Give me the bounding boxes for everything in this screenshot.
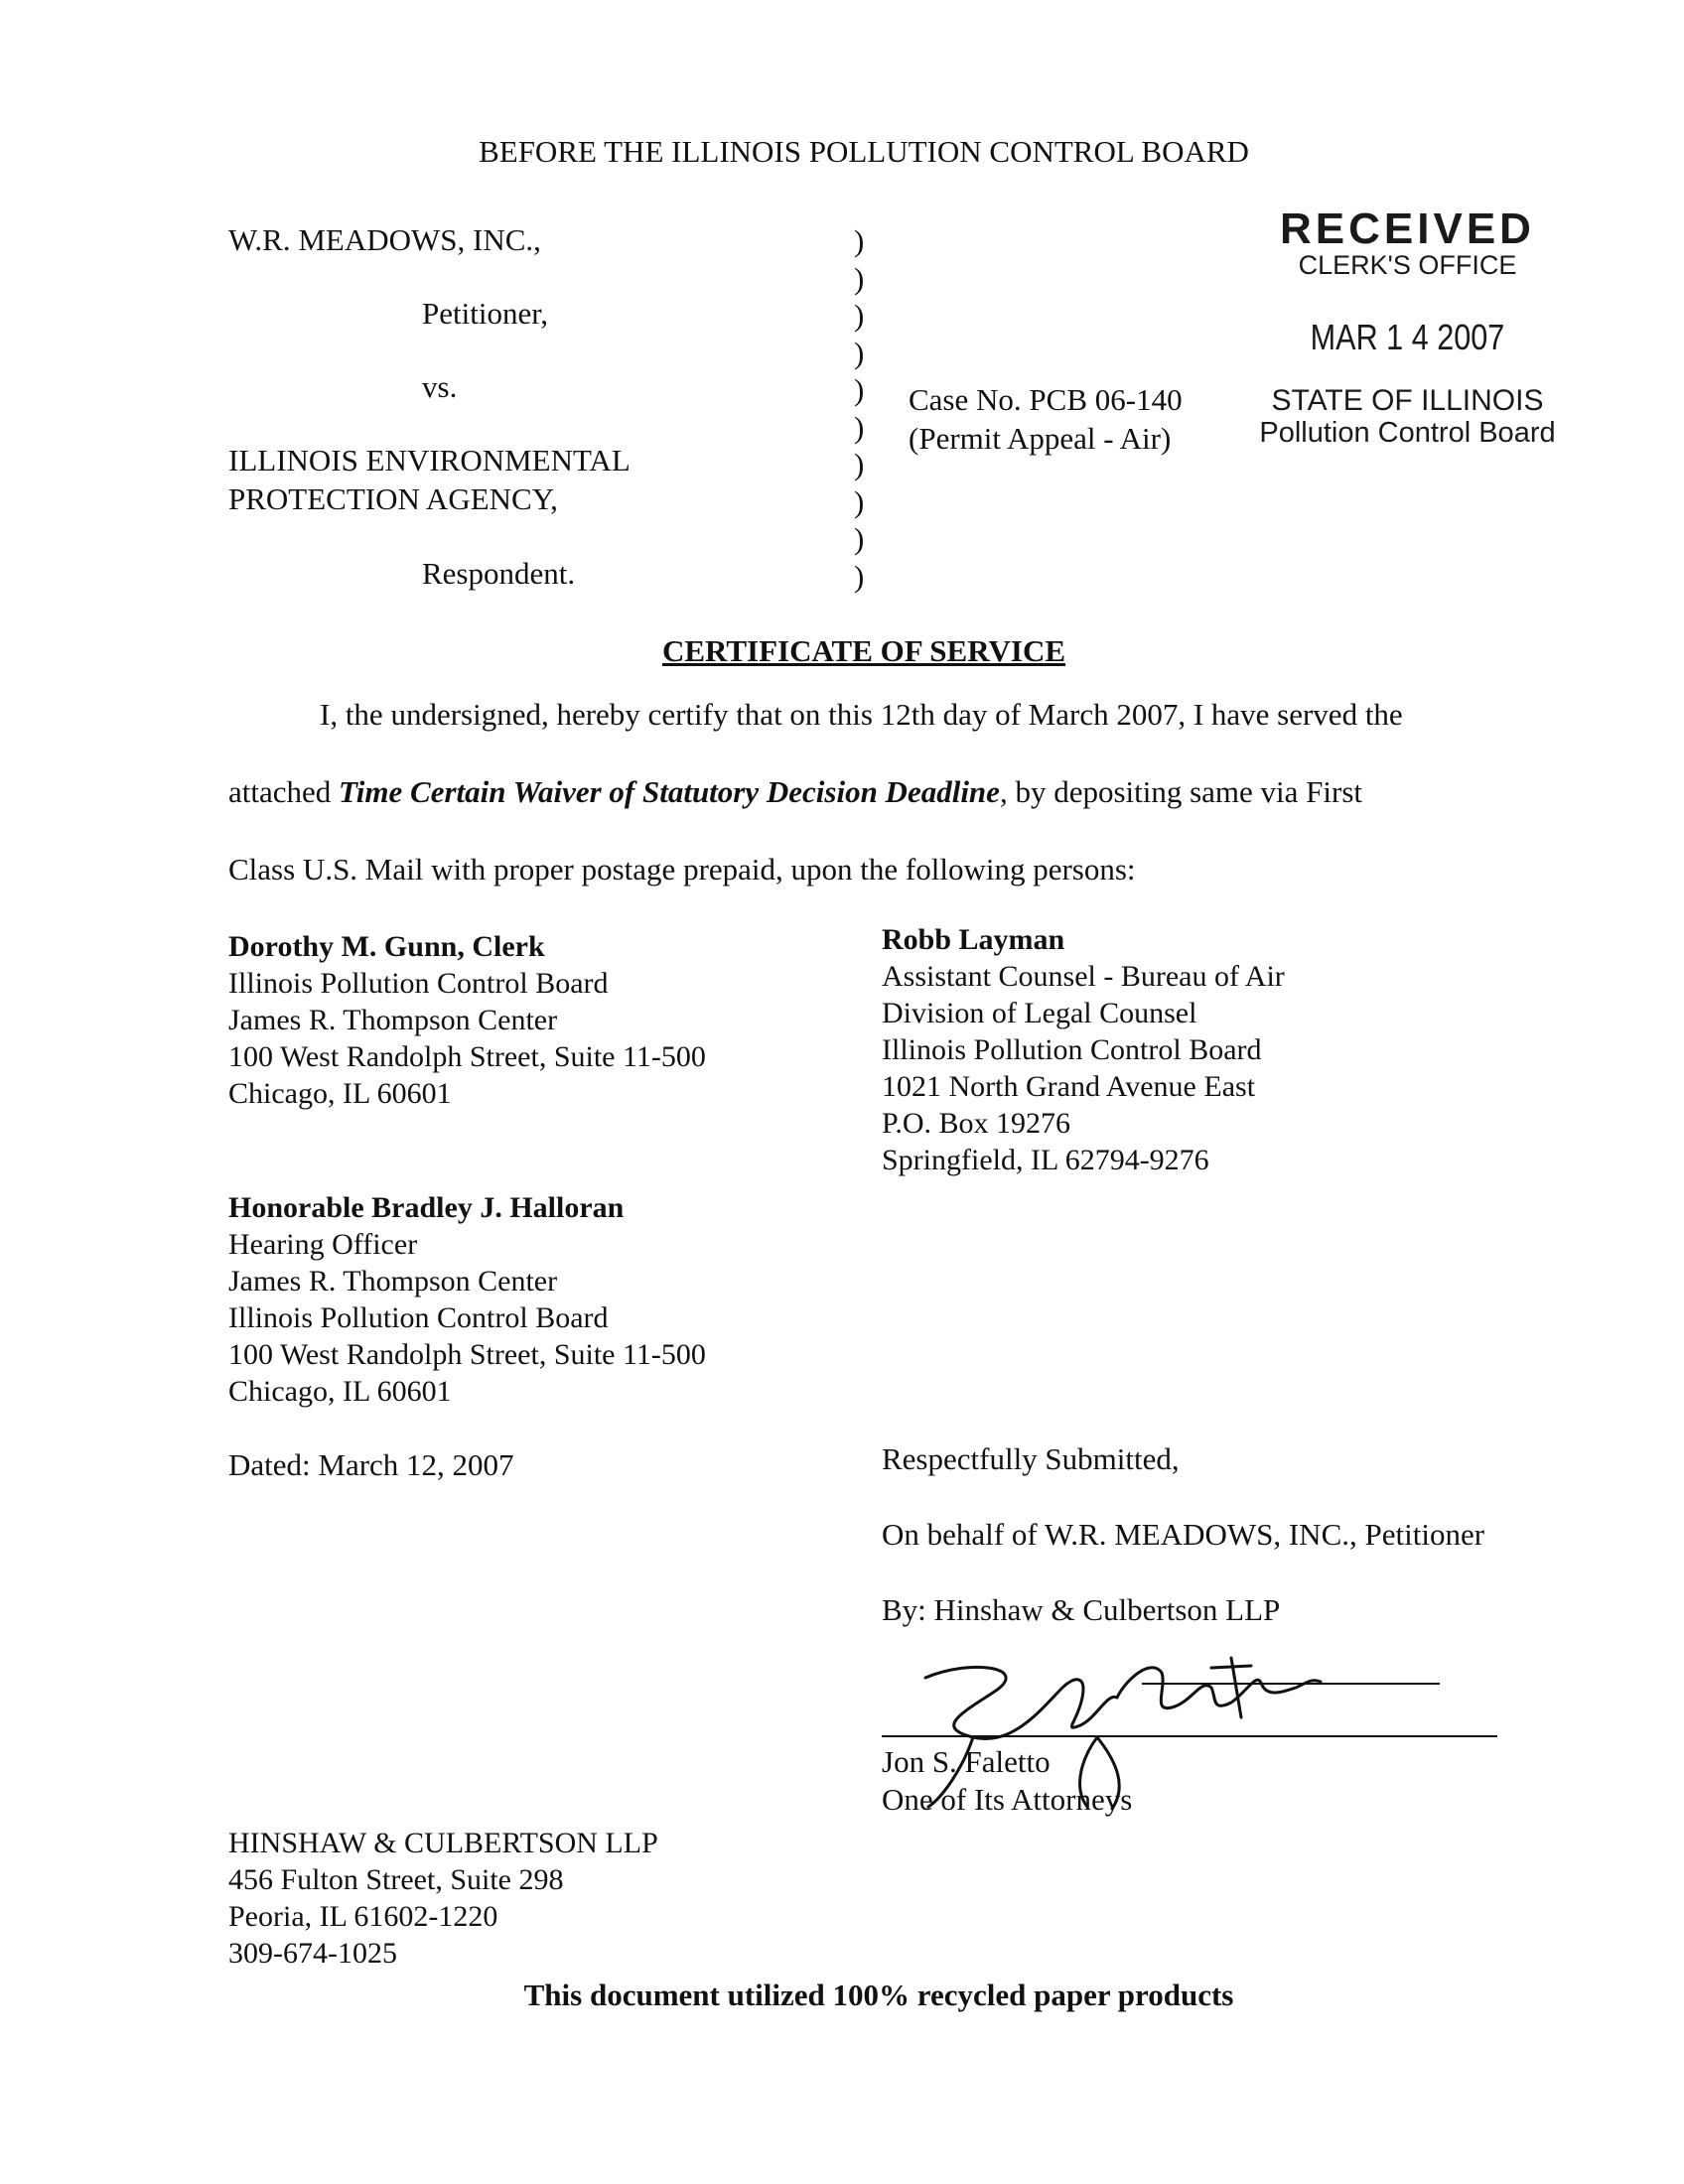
caption-paren: ) — [854, 409, 865, 445]
petitioner-role: Petitioner, — [422, 296, 549, 331]
address-line: P.O. Box 19276 — [882, 1107, 1071, 1140]
recipient-name: Robb Layman — [882, 923, 1065, 956]
firm-name: HINSHAW & CULBERTSON LLP — [228, 1827, 658, 1859]
recipient-name: Dorothy M. Gunn, Clerk — [228, 930, 545, 963]
stamp-office: CLERK'S OFFICE — [1298, 250, 1517, 280]
signer-name: Jon S. Faletto — [882, 1744, 1051, 1779]
respondent-name-line2: PROTECTION AGENCY, — [228, 481, 558, 516]
certificate-line-2 — [228, 774, 1362, 810]
caption-paren: ) — [854, 223, 865, 258]
court-heading: BEFORE THE ILLINOIS POLLUTION CONTROL BOARD — [479, 134, 1249, 169]
on-behalf-of: On behalf of W.R. MEADOWS, INC., Petitioner — [882, 1517, 1485, 1552]
recipient-name: Honorable Bradley J. Halloran — [228, 1191, 625, 1224]
caption-paren: ) — [854, 335, 865, 370]
recipient-layman — [882, 921, 1285, 1178]
caption-paren: ) — [854, 483, 865, 519]
signature-line — [882, 1735, 1497, 1737]
caption-paren: ) — [854, 447, 865, 481]
stamp-board: Pollution Control Board — [1259, 417, 1556, 449]
respondent-role: Respondent. — [422, 556, 576, 591]
certificate-title: CERTIFICATE OF SERVICE — [661, 633, 1066, 668]
caption-parentheses — [854, 222, 874, 595]
address-line: James R. Thompson Center — [228, 1004, 558, 1036]
stamp-state: STATE OF ILLINOIS — [1271, 384, 1544, 417]
firm-street: 456 Fulton Street, Suite 298 — [228, 1863, 564, 1896]
certificate-line-1: I, the undersigned, hereby certify that on this 12th day of March 2007, I have served the — [320, 697, 1403, 732]
firm-address-block — [228, 1825, 658, 1972]
address-line: Springfield, IL 62794-9276 — [882, 1144, 1209, 1176]
certificate-line-3: Class U.S. Mail with proper postage prepaid, upon the following persons: — [228, 852, 1136, 887]
case-type: (Permit Appeal - Air) — [909, 421, 1172, 456]
address-line: Chicago, IL 60601 — [228, 1375, 452, 1408]
address-line: 100 West Randolph Street, Suite 11-500 — [228, 1040, 706, 1073]
stamp-date: MAR 1 4 2007 — [1310, 317, 1505, 357]
recipient-gunn — [228, 928, 706, 1112]
petitioner-name: W.R. MEADOWS, INC., — [228, 222, 541, 257]
stamp-received: RECEIVED — [1280, 205, 1535, 253]
caption-paren: ) — [854, 260, 865, 296]
caption-paren: ) — [854, 298, 865, 333]
address-line: 100 West Randolph Street, Suite 11-500 — [228, 1338, 706, 1371]
caption-paren: ) — [854, 558, 865, 594]
address-line: James R. Thompson Center — [228, 1265, 558, 1297]
firm-phone: 309-674-1025 — [228, 1937, 397, 1970]
address-line: Assistant Counsel - Bureau of Air — [882, 960, 1285, 993]
caption-paren: ) — [854, 521, 865, 556]
respondent-name-line1: ILLINOIS ENVIRONMENTAL — [228, 443, 631, 478]
dated-line: Dated: March 12, 2007 — [228, 1447, 514, 1482]
signature-line-upper — [1142, 1683, 1440, 1685]
address-line: Chicago, IL 60601 — [228, 1077, 452, 1110]
address-line: 1021 North Grand Avenue East — [882, 1070, 1256, 1103]
signer-title: One of Its Attorneys — [882, 1782, 1133, 1817]
versus-label: vs. — [422, 369, 458, 404]
case-number: Case No. PCB 06-140 — [909, 382, 1183, 417]
address-line: Illinois Pollution Control Board — [228, 1301, 609, 1334]
caption-paren: ) — [854, 372, 865, 407]
respectfully-submitted: Respectfully Submitted, — [882, 1441, 1180, 1476]
address-line: Illinois Pollution Control Board — [228, 967, 609, 1000]
recycled-paper-note: This document utilized 100% recycled paper products — [523, 1978, 1234, 2012]
recipient-halloran — [228, 1189, 706, 1410]
received-stamp — [1241, 205, 1574, 449]
address-line: Illinois Pollution Control Board — [882, 1033, 1262, 1066]
address-line: Hearing Officer — [228, 1228, 418, 1261]
address-line: Division of Legal Counsel — [882, 997, 1197, 1029]
by-firm: By: Hinshaw & Culbertson LLP — [882, 1592, 1281, 1627]
document-title: Time Certain Waiver of Statutory Decision Deadline — [339, 774, 1000, 809]
certificate-line-2-post: , by depositing same via First — [999, 774, 1363, 809]
firm-city: Peoria, IL 61602-1220 — [228, 1900, 498, 1933]
certificate-line-2-pre: attached — [228, 774, 340, 809]
